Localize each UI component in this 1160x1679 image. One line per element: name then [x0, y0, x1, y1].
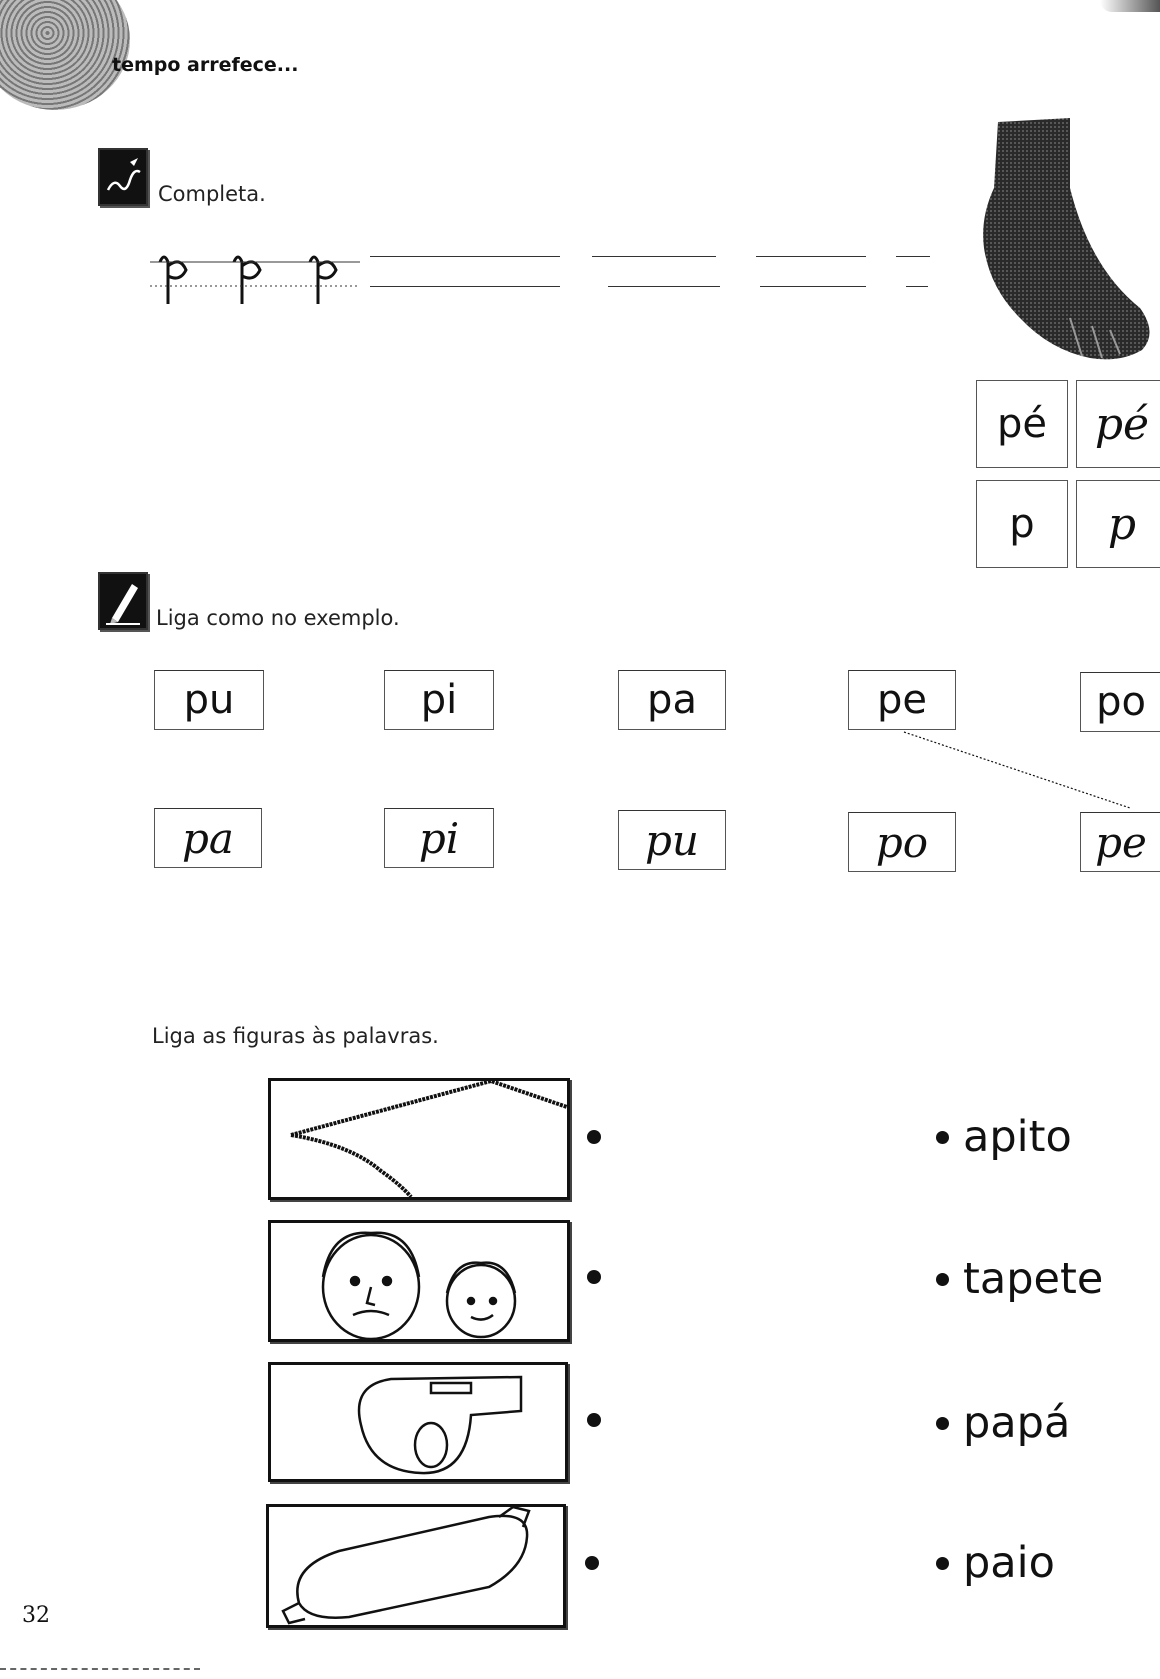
writing-guide-line: [906, 286, 928, 287]
pencil-icon: [98, 572, 148, 630]
page-number: 32: [22, 1603, 50, 1628]
connect-dot-word[interactable]: [936, 1417, 949, 1430]
connect-dot-word[interactable]: [936, 1273, 949, 1286]
word-label: paio: [963, 1538, 1055, 1588]
writing-guide-line: [756, 256, 866, 257]
connect-dot-word[interactable]: [936, 1131, 949, 1144]
example-connecting-line: [900, 730, 1140, 810]
syllable-box-bottom[interactable]: pe: [1080, 812, 1160, 872]
foot-photo: [970, 118, 1160, 368]
bottom-divider: [0, 1668, 200, 1670]
card-p-cursive: p: [1076, 480, 1160, 568]
syllable-box-top[interactable]: pa: [618, 670, 726, 730]
whistle-picture: [268, 1362, 568, 1482]
connect-dot-picture[interactable]: [585, 1556, 599, 1570]
word-label: tapete: [963, 1254, 1104, 1304]
word-item[interactable]: [936, 1112, 1072, 1162]
syllable-box-bottom[interactable]: pa: [154, 808, 262, 868]
word-label: papá: [963, 1398, 1071, 1448]
writing-guide-line: [608, 286, 720, 287]
connect-dot-picture[interactable]: [587, 1413, 601, 1427]
syllable-box-top[interactable]: pi: [384, 670, 494, 730]
writing-guide-line: [370, 256, 560, 257]
carpet-picture: [268, 1078, 570, 1200]
connect-dot-picture[interactable]: [587, 1130, 601, 1144]
card-p-print: p: [976, 480, 1068, 568]
word-item[interactable]: [936, 1538, 1055, 1588]
handwriting-model-letters: [150, 242, 360, 312]
sausage-picture: [266, 1504, 566, 1628]
writing-guide-line: [760, 286, 866, 287]
page-edge-shadow: [1100, 0, 1160, 12]
syllable-box-top[interactable]: po: [1080, 672, 1160, 732]
page-header-title: tempo arrefece...: [112, 54, 299, 76]
liga-figuras-instruction: Liga as figuras às palavras.: [152, 1024, 439, 1048]
card-pe-cursive: pé: [1076, 380, 1160, 468]
syllable-box-top[interactable]: pu: [154, 670, 264, 730]
word-item[interactable]: [936, 1398, 1070, 1448]
connect-dot-picture[interactable]: [587, 1270, 601, 1284]
connect-dot-word[interactable]: [936, 1557, 949, 1570]
syllable-box-bottom[interactable]: po: [848, 812, 956, 872]
writing-guide-line: [370, 286, 560, 287]
father-and-child-picture: [268, 1220, 570, 1342]
word-label: apito: [963, 1112, 1072, 1162]
writing-hand-icon: [98, 148, 148, 206]
completa-instruction: Completa.: [158, 182, 266, 206]
writing-guide-line: [896, 256, 930, 257]
writing-guide-line: [592, 256, 716, 257]
liga-exemplo-instruction: Liga como no exemplo.: [156, 606, 400, 630]
syllable-box-bottom[interactable]: pi: [384, 808, 494, 868]
word-item[interactable]: [936, 1254, 1103, 1304]
syllable-box-top[interactable]: pe: [848, 670, 956, 730]
syllable-box-bottom[interactable]: pu: [618, 810, 726, 870]
corner-badge-image: [0, 0, 130, 110]
card-pe-print: pé: [976, 380, 1068, 468]
